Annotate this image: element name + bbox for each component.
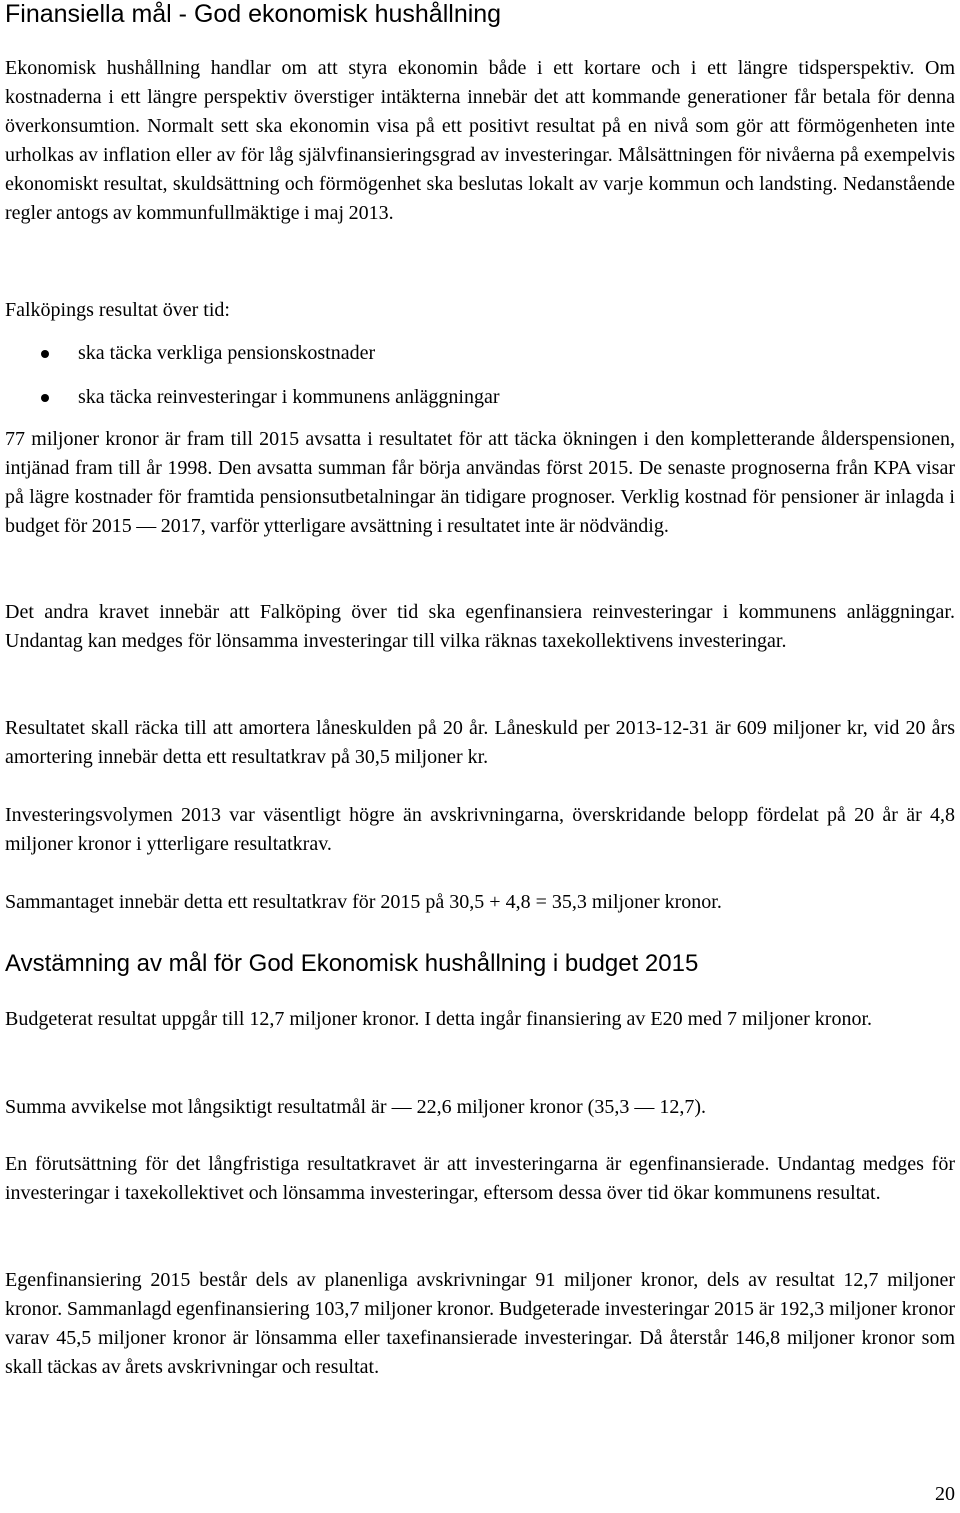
- section-heading-financial-goals: Finansiella mål - God ekonomisk hushållning: [5, 0, 502, 28]
- investment-volume-paragraph: Investeringsvolymen 2013 var väsentligt högre än avskrivningarna, överskridande belopp fördelat på 20 år är 4,8 miljoner kronor i ytterligare resultatkrav.: [5, 804, 955, 855]
- list-intro: Falköpings resultat över tid:: [5, 299, 230, 321]
- requirements-list: [5, 339, 955, 427]
- list-item-text: ska täcka verkliga pensionskostnader: [78, 342, 376, 364]
- intro-paragraph: Ekonomisk hushållning handlar om att styra ekonomin både i ett kortare och i ett längre tidsperspektiv. Om kostnaderna i ett längre perspektiv överstiger intäkterna innebär det att kommande generationer får betala för denna överkonsumtion. Normalt sett ska ekonomin visa på ett positivt resultat på en nivå som gör att förmögenheten inte urholkas av inflation eller av för låg självfinansieringsgrad av investeringar. Målsättningen för nivåerna på exempelvis ekonomiskt resultat, skuldsättning och förmögenhet ska beslutas lokalt av varje kommun och landsting. Nedanstående regler antogs av kommunfullmäktige i maj 2013.: [5, 57, 955, 224]
- page-number: 20: [935, 1483, 955, 1505]
- reinvestment-paragraph: Det andra kravet innebär att Falköping över tid ska egenfinansiera reinvesteringar i kommunens anläggningar. Undantag kan medges för lönsamma investeringar till vilka räknas taxekollektivens investeringar.: [5, 601, 955, 652]
- self-financing-requirement-paragraph: En förutsättning för det långfristiga resultatkravet är att investeringarna är egenfinansierade. Undantag medges för investeringar i taxekollektivet och lönsamma investeringar, eftersom dessa över tid ökar kommunens resultat.: [5, 1153, 955, 1204]
- pension-paragraph: 77 miljoner kronor är fram till 2015 avsatta i resultatet för att täcka ökningen i den kompletterande ålderspensionen, intjänad fram till år 1998. Den avsatta summan får börja användas först 2015. De senaste prognoserna från KPA visar på lägre kostnader för framtida pensionsutbetalningar än tidigare prognoser. Verklig kostnad för pensioner är inlagda i budget för 2015 — 2017, varför ytterligare avsättning i resultatet inte är nödvändig.: [5, 428, 955, 537]
- self-financing-paragraph: Egenfinansiering 2015 består dels av planenliga avskrivningar 91 miljoner kronor, dels av resultat 12,7 miljoner kronor. Sammanlagd egenfinansiering 103,7 miljoner kronor. Budgeterade investeringar 2015 är 192,3 miljoner kronor varav 45,5 miljoner kronor är lönsamma eller taxefinansierade investeringar. Då återstår 146,8 miljoner kronor som skall täckas av årets avskrivningar och resultat.: [5, 1269, 955, 1378]
- total-requirement-paragraph: Sammantaget innebär detta ett resultatkrav för 2015 på 30,5 + 4,8 = 35,3 miljoner kronor.: [5, 891, 722, 913]
- list-item-text: ska täcka reinvesteringar i kommunens anläggningar: [78, 386, 500, 408]
- list-item: [5, 383, 955, 427]
- deviation-paragraph: Summa avvikelse mot långsiktigt resultatmål är — 22,6 miljoner kronor (35,3 — 12,7).: [5, 1096, 706, 1118]
- bullet-icon: [41, 394, 49, 402]
- section-heading-reconciliation: Avstämning av mål för God Ekonomisk hushållning i budget 2015: [5, 950, 699, 977]
- list-item: [5, 339, 955, 383]
- budget-result-paragraph: Budgeterat resultat uppgår till 12,7 miljoner kronor. I detta ingår finansiering av E20 med 7 miljoner kronor.: [5, 1008, 873, 1030]
- bullet-icon: [41, 350, 49, 358]
- loan-paragraph: Resultatet skall räcka till att amortera låneskulden på 20 år. Låneskuld per 2013-12-31 är 609 miljoner kr, vid 20 års amortering innebär detta ett resultatkrav på 30,5 miljoner kr.: [5, 717, 955, 768]
